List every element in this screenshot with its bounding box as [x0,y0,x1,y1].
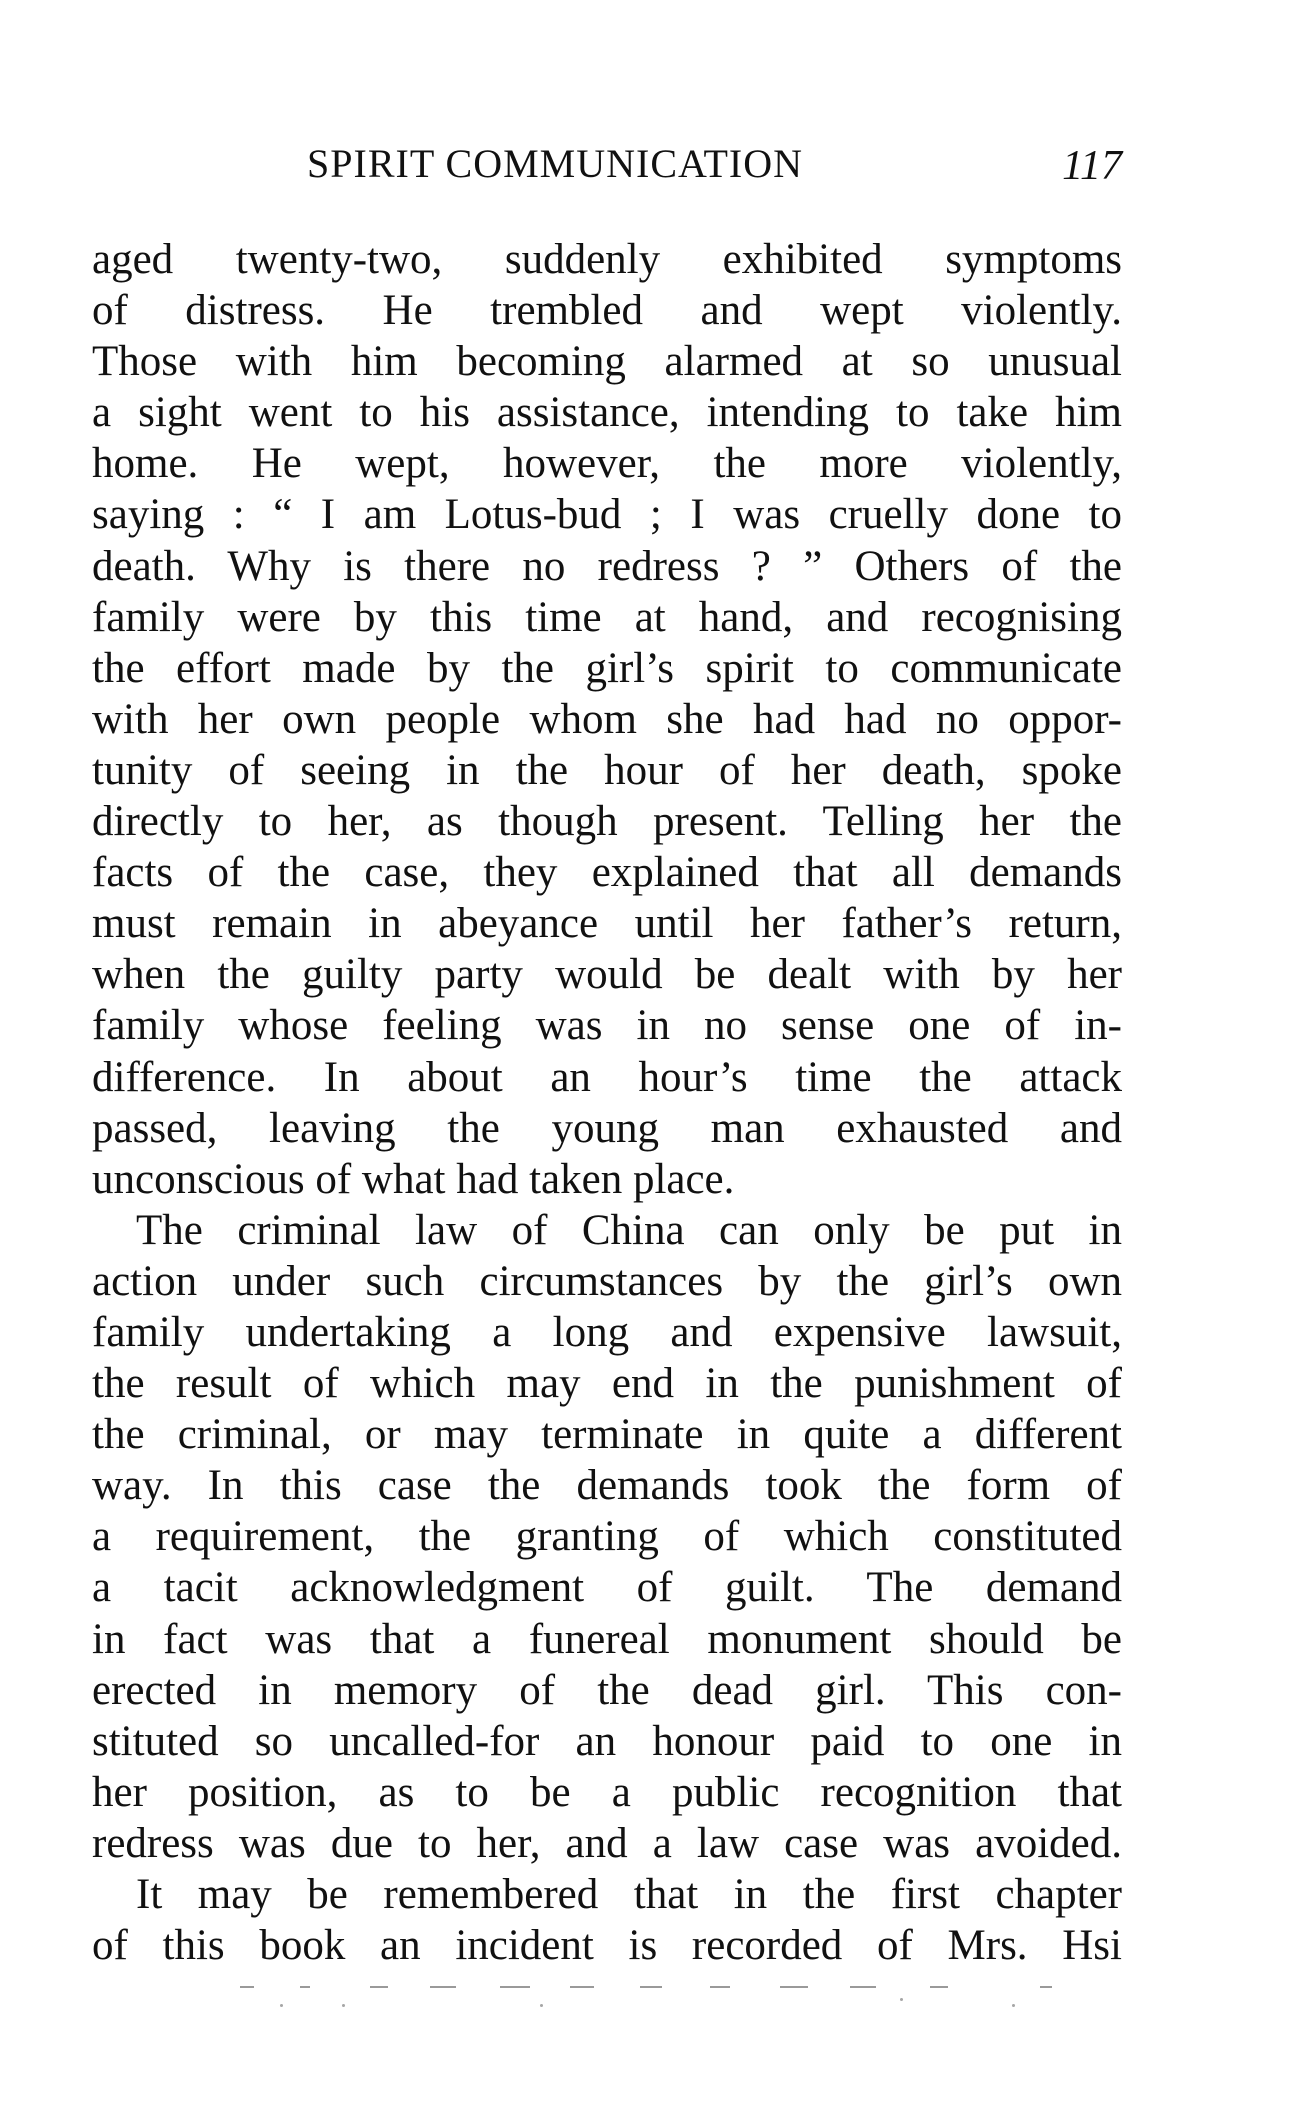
text-line: her position, as to be a public recognition that [92,1768,1122,1816]
text-line: of this book an incident is recorded of Mrs. Hsi [92,1922,1122,1970]
text-line: family whose feeling was in no sense one of in- [92,1002,1122,1050]
text-line: erected in memory of the dead girl. This con- [92,1666,1122,1714]
text-line: It may be remembered that in the first chapter [136,1871,1122,1918]
text-line: a requirement, the granting of which constituted [92,1513,1122,1561]
text-line: directly to her, as though present. Telling her the [92,798,1122,846]
text-line: action under such circumstances by the girl’s own [92,1257,1122,1305]
text-line: stituted so uncalled-for an honour paid to one in [92,1717,1122,1765]
text-line: passed, leaving the young man exhausted and [92,1104,1122,1152]
text-line: redress was due to her, and a law case was avoided. [92,1819,1122,1867]
text-line: way. In this case the demands took the form of [92,1462,1122,1510]
text-line: difference. In about an hour’s time the attack [92,1053,1122,1101]
page-number: 117 [1062,143,1122,189]
text-line: family were by this time at hand, and recognising [92,593,1122,641]
text-line: death. Why is there no redress ? ” Others of the [92,542,1122,590]
paragraph [92,1205,1122,1869]
running-head [92,140,1122,190]
text-line: The criminal law of China can only be put in [136,1206,1122,1254]
text-line: the criminal, or may terminate in quite a different [92,1411,1122,1459]
text-line: a tacit acknowledgment of guilt. The demand [92,1564,1122,1612]
text-line: facts of the case, they explained that all demands [92,849,1122,897]
text-line: the result of which may end in the punishment of [92,1360,1122,1408]
text-line: family undertaking a long and expensive lawsuit, [92,1308,1122,1356]
text-line: Those with him becoming alarmed at so unusual [92,338,1122,386]
paragraph [92,234,1122,1205]
text-line: saying : “ I am Lotus-bud ; I was cruelly done to [92,491,1122,539]
text-line: in fact was that a funereal monument should be [92,1615,1122,1663]
print-show-through-marks [240,1984,1090,2010]
text-line: aged twenty-two, suddenly exhibited symptoms [92,236,1122,283]
paragraph [92,1869,1122,1971]
text-line: a sight went to his assistance, intending to take him [92,389,1122,437]
text-line: must remain in abeyance until her father’s return, [92,900,1122,948]
text-line: unconscious of what had taken place. [92,1155,735,1203]
text-line: tunity of seeing in the hour of her death, spoke [92,746,1122,794]
body-text [92,234,1122,1971]
text-line: home. He wept, however, the more violently, [92,440,1122,488]
text-line: when the guilty party would be dealt with by her [92,951,1122,999]
text-line: of distress. He trembled and wept violently. [92,287,1122,335]
text-line: with her own people whom she had had no oppor- [92,695,1122,743]
text-line: the effort made by the girl’s spirit to communicate [92,644,1122,692]
running-title: SPIRIT COMMUNICATION [307,141,803,186]
